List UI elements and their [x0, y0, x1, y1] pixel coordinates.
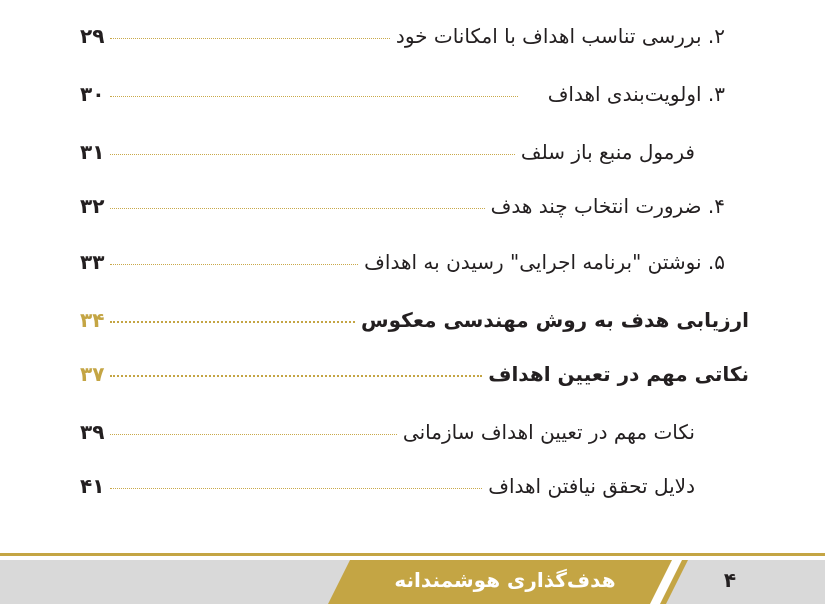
book-title: هدف‌گذاری هوشمندانه [394, 568, 616, 592]
toc-entry[interactable] [80, 82, 725, 106]
toc-section-entry[interactable] [80, 362, 749, 386]
toc-entry-title: ارزیابی هدف به روش مهندسی معکوس [361, 308, 749, 332]
toc-entry-page: ۲۹ [80, 24, 105, 48]
toc-entry[interactable] [80, 250, 725, 274]
toc-entry-title: ۵. نوشتن "برنامه اجرایی" رسیدن به اهداف [364, 250, 725, 274]
toc-leader-dots [110, 375, 482, 377]
toc-entry-title: ۴. ضرورت انتخاب چند هدف [490, 194, 725, 218]
toc-entry[interactable] [80, 140, 695, 164]
toc-section-entry[interactable] [80, 308, 749, 332]
toc-entry-title: نکات مهم در تعیین اهداف سازمانی [402, 420, 695, 444]
footer-divider [0, 553, 825, 556]
toc-entry-page: ۳۳ [80, 250, 105, 274]
toc-entry-title: فرمول منبع باز سلف [520, 140, 695, 164]
toc-leader-dots [110, 321, 355, 323]
toc-entry-page: ۳۴ [80, 308, 105, 332]
toc-entry[interactable] [80, 420, 695, 444]
toc-leader-dots [110, 264, 358, 265]
toc-leader-dots [110, 96, 517, 97]
toc-entry-title: ۲. بررسی تناسب اهداف با امکانات خود [395, 24, 725, 48]
toc-entry-title: دلایل تحقق نیافتن اهداف [488, 474, 695, 498]
toc-entry-page: ۳۲ [80, 194, 105, 218]
toc-leader-dots [110, 208, 484, 209]
toc-entry-page: ۳۷ [80, 362, 105, 386]
toc-entry-title: ۳. اولویت‌بندی اهداف [547, 82, 725, 106]
toc-entry-page: ۳۱ [80, 140, 105, 164]
toc-entry[interactable] [80, 24, 725, 48]
toc-leader-dots [110, 38, 389, 39]
toc-entry-page: ۳۰ [80, 82, 105, 106]
toc-entry-page: ۴۱ [80, 474, 105, 498]
page-number: ۴ [723, 568, 737, 592]
toc-leader-dots [110, 434, 396, 435]
toc-entry-page: ۳۹ [80, 420, 105, 444]
toc-entry-title: نکاتی مهم در تعیین اهداف [488, 362, 749, 386]
toc-leader-dots [110, 154, 515, 155]
toc-entry[interactable] [80, 474, 695, 498]
toc-entry[interactable] [80, 194, 725, 218]
toc-leader-dots [110, 488, 482, 489]
